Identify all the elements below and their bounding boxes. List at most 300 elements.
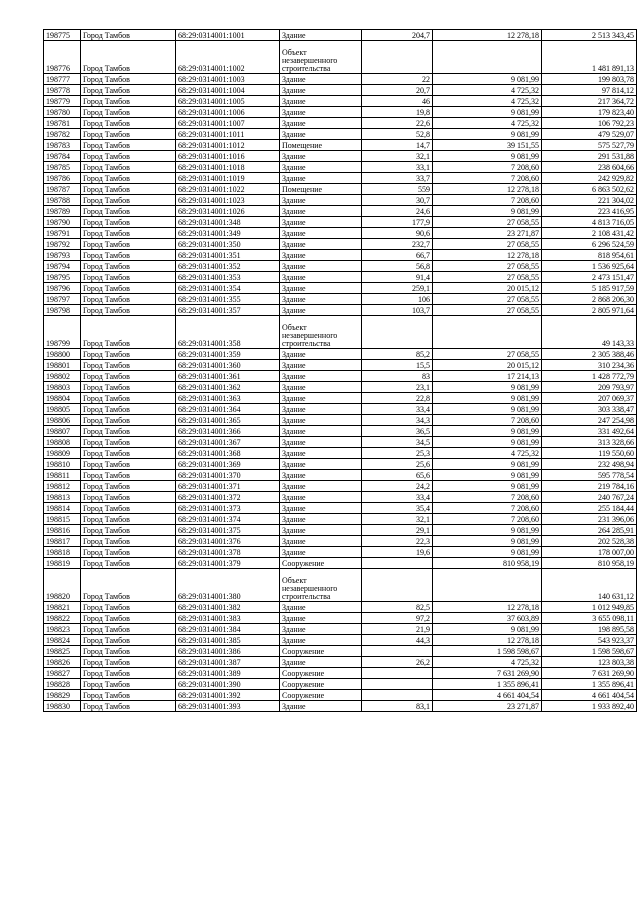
- area-cell: 33,4: [362, 404, 433, 415]
- area-cell: [362, 316, 433, 349]
- area-cell: 24,2: [362, 481, 433, 492]
- city-cell: Город Тамбов: [81, 250, 176, 261]
- cadastral-number-cell: 68:29:0314001:353: [176, 272, 280, 283]
- object-type-cell: Сооружение: [280, 646, 362, 657]
- object-type-cell: Здание: [280, 602, 362, 613]
- value-cell: 207 069,37: [542, 393, 637, 404]
- city-cell: Город Тамбов: [81, 569, 176, 602]
- object-type-cell: Объект незавершенного строительства: [280, 316, 362, 349]
- rate-cell: 27 058,55: [433, 294, 542, 305]
- cadastral-number-cell: 68:29:0314001:367: [176, 437, 280, 448]
- object-type-cell: Здание: [280, 525, 362, 536]
- city-cell: Город Тамбов: [81, 547, 176, 558]
- area-cell: [362, 690, 433, 701]
- cadastral-number-cell: 68:29:0314001:390: [176, 679, 280, 690]
- table-row: [44, 74, 637, 85]
- cadastral-number-cell: 68:29:0314001:355: [176, 294, 280, 305]
- rate-cell: 9 081,99: [433, 470, 542, 481]
- city-cell: Город Тамбов: [81, 525, 176, 536]
- table-row: [44, 85, 637, 96]
- rate-cell: 9 081,99: [433, 481, 542, 492]
- cadastral-number-cell: 68:29:0314001:1002: [176, 41, 280, 74]
- cadastral-number-cell: 68:29:0314001:359: [176, 349, 280, 360]
- cadastral-number-cell: 68:29:0314001:352: [176, 261, 280, 272]
- table-row: [44, 206, 637, 217]
- table-row: [44, 503, 637, 514]
- rate-cell: 7 208,60: [433, 415, 542, 426]
- cadastral-number-cell: 68:29:0314001:371: [176, 481, 280, 492]
- cadastral-number-cell: 68:29:0314001:370: [176, 470, 280, 481]
- row-id-cell: 198797: [44, 294, 81, 305]
- table-row: [44, 679, 637, 690]
- cadastral-number-cell: 68:29:0314001:1018: [176, 162, 280, 173]
- table-row: [44, 525, 637, 536]
- row-id-cell: 198779: [44, 96, 81, 107]
- rate-cell: 9 081,99: [433, 525, 542, 536]
- cadastral-number-cell: 68:29:0314001:1001: [176, 30, 280, 41]
- table-row: [44, 536, 637, 547]
- rate-cell: 20 015,12: [433, 360, 542, 371]
- object-type-cell: Здание: [280, 250, 362, 261]
- row-id-cell: 198778: [44, 85, 81, 96]
- cadastral-number-cell: 68:29:0314001:382: [176, 602, 280, 613]
- value-cell: 2 108 431,42: [542, 228, 637, 239]
- cadastral-number-cell: 68:29:0314001:393: [176, 701, 280, 712]
- table-row: [44, 173, 637, 184]
- cadastral-number-cell: 68:29:0314001:366: [176, 426, 280, 437]
- city-cell: Город Тамбов: [81, 316, 176, 349]
- value-cell: 1 536 925,64: [542, 261, 637, 272]
- rate-cell: 37 603,89: [433, 613, 542, 624]
- object-type-cell: Здание: [280, 195, 362, 206]
- value-cell: 575 527,79: [542, 140, 637, 151]
- row-id-cell: 198820: [44, 569, 81, 602]
- object-type-cell: Здание: [280, 173, 362, 184]
- table-row: [44, 294, 637, 305]
- area-cell: 25,6: [362, 459, 433, 470]
- rate-cell: 17 214,13: [433, 371, 542, 382]
- rate-cell: 4 725,32: [433, 96, 542, 107]
- row-id-cell: 198777: [44, 74, 81, 85]
- cadastral-number-cell: 68:29:0314001:1007: [176, 118, 280, 129]
- object-type-cell: Здание: [280, 206, 362, 217]
- table-row: [44, 404, 637, 415]
- value-cell: 6 863 502,62: [542, 184, 637, 195]
- city-cell: Город Тамбов: [81, 305, 176, 316]
- rate-cell: 12 278,18: [433, 184, 542, 195]
- cadastral-number-cell: 68:29:0314001:348: [176, 217, 280, 228]
- rate-cell: 810 958,19: [433, 558, 542, 569]
- object-type-cell: Здание: [280, 481, 362, 492]
- object-type-cell: Здание: [280, 448, 362, 459]
- object-type-cell: Здание: [280, 85, 362, 96]
- cadastral-number-cell: 68:29:0314001:378: [176, 547, 280, 558]
- rate-cell: 7 208,60: [433, 195, 542, 206]
- object-type-cell: Здание: [280, 371, 362, 382]
- rate-cell: 12 278,18: [433, 30, 542, 41]
- row-id-cell: 198825: [44, 646, 81, 657]
- value-cell: 140 631,12: [542, 569, 637, 602]
- object-type-cell: Здание: [280, 547, 362, 558]
- rate-cell: 1 355 896,41: [433, 679, 542, 690]
- row-id-cell: 198798: [44, 305, 81, 316]
- area-cell: 22: [362, 74, 433, 85]
- row-id-cell: 198821: [44, 602, 81, 613]
- city-cell: Город Тамбов: [81, 294, 176, 305]
- area-cell: 33,4: [362, 492, 433, 503]
- value-cell: 242 929,82: [542, 173, 637, 184]
- area-cell: 29,1: [362, 525, 433, 536]
- rate-cell: 9 081,99: [433, 206, 542, 217]
- city-cell: Город Тамбов: [81, 492, 176, 503]
- row-id-cell: 198819: [44, 558, 81, 569]
- city-cell: Город Тамбов: [81, 437, 176, 448]
- area-cell: [362, 668, 433, 679]
- value-cell: 595 778,54: [542, 470, 637, 481]
- city-cell: Город Тамбов: [81, 679, 176, 690]
- row-id-cell: 198775: [44, 30, 81, 41]
- object-type-cell: Здание: [280, 536, 362, 547]
- value-cell: 4 661 404,54: [542, 690, 637, 701]
- area-cell: 103,7: [362, 305, 433, 316]
- area-cell: 32,1: [362, 514, 433, 525]
- object-type-cell: Здание: [280, 228, 362, 239]
- rate-cell: 7 208,60: [433, 492, 542, 503]
- value-cell: 3 655 098,11: [542, 613, 637, 624]
- cadastral-number-cell: 68:29:0314001:1011: [176, 129, 280, 140]
- rate-cell: 9 081,99: [433, 547, 542, 558]
- object-type-cell: Здание: [280, 30, 362, 41]
- value-cell: 331 492,64: [542, 426, 637, 437]
- area-cell: 52,8: [362, 129, 433, 140]
- city-cell: Город Тамбов: [81, 668, 176, 679]
- area-cell: 36,5: [362, 426, 433, 437]
- rate-cell: 7 208,60: [433, 173, 542, 184]
- row-id-cell: 198810: [44, 459, 81, 470]
- table-row: [44, 492, 637, 503]
- value-cell: 264 285,91: [542, 525, 637, 536]
- table-row: [44, 382, 637, 393]
- row-id-cell: 198804: [44, 393, 81, 404]
- value-cell: 217 364,72: [542, 96, 637, 107]
- cadastral-number-cell: 68:29:0314001:354: [176, 283, 280, 294]
- city-cell: Город Тамбов: [81, 404, 176, 415]
- area-cell: 21,9: [362, 624, 433, 635]
- row-id-cell: 198794: [44, 261, 81, 272]
- value-cell: 1 012 949,85: [542, 602, 637, 613]
- row-id-cell: 198811: [44, 470, 81, 481]
- rate-cell: 12 278,18: [433, 250, 542, 261]
- rate-cell: 20 015,12: [433, 283, 542, 294]
- value-cell: 223 416,95: [542, 206, 637, 217]
- city-cell: Город Тамбов: [81, 96, 176, 107]
- row-id-cell: 198827: [44, 668, 81, 679]
- row-id-cell: 198780: [44, 107, 81, 118]
- city-cell: Город Тамбов: [81, 382, 176, 393]
- cadastral-number-cell: 68:29:0314001:375: [176, 525, 280, 536]
- city-cell: Город Тамбов: [81, 360, 176, 371]
- object-type-cell: Здание: [280, 162, 362, 173]
- rate-cell: 12 278,18: [433, 635, 542, 646]
- cadastral-number-cell: 68:29:0314001:368: [176, 448, 280, 459]
- row-id-cell: 198781: [44, 118, 81, 129]
- value-cell: 291 531,88: [542, 151, 637, 162]
- city-cell: Город Тамбов: [81, 173, 176, 184]
- cadastral-number-cell: 68:29:0314001:389: [176, 668, 280, 679]
- city-cell: Город Тамбов: [81, 371, 176, 382]
- table-row: [44, 602, 637, 613]
- area-cell: 44,3: [362, 635, 433, 646]
- object-type-cell: Здание: [280, 701, 362, 712]
- object-type-cell: Здание: [280, 272, 362, 283]
- row-id-cell: 198785: [44, 162, 81, 173]
- object-type-cell: Здание: [280, 459, 362, 470]
- value-cell: 1 481 891,13: [542, 41, 637, 74]
- city-cell: Город Тамбов: [81, 635, 176, 646]
- row-id-cell: 198808: [44, 437, 81, 448]
- rate-cell: 39 151,55: [433, 140, 542, 151]
- table-row: [44, 140, 637, 151]
- cadastral-number-cell: 68:29:0314001:351: [176, 250, 280, 261]
- rate-cell: 9 081,99: [433, 393, 542, 404]
- rate-cell: 4 725,32: [433, 118, 542, 129]
- row-id-cell: 198793: [44, 250, 81, 261]
- object-type-cell: Здание: [280, 239, 362, 250]
- row-id-cell: 198812: [44, 481, 81, 492]
- row-id-cell: 198795: [44, 272, 81, 283]
- cadastral-number-cell: 68:29:0314001:358: [176, 316, 280, 349]
- table-row: [44, 272, 637, 283]
- table-row: [44, 316, 637, 349]
- cadastral-number-cell: 68:29:0314001:1026: [176, 206, 280, 217]
- object-type-cell: Здание: [280, 151, 362, 162]
- rate-cell: 23 271,87: [433, 228, 542, 239]
- row-id-cell: 198826: [44, 657, 81, 668]
- table-row: [44, 305, 637, 316]
- area-cell: 559: [362, 184, 433, 195]
- row-id-cell: 198814: [44, 503, 81, 514]
- value-cell: 219 784,16: [542, 481, 637, 492]
- value-cell: 1 355 896,41: [542, 679, 637, 690]
- city-cell: Город Тамбов: [81, 503, 176, 514]
- area-cell: 204,7: [362, 30, 433, 41]
- row-id-cell: 198818: [44, 547, 81, 558]
- table-row: [44, 426, 637, 437]
- table-row: [44, 415, 637, 426]
- rate-cell: 27 058,55: [433, 217, 542, 228]
- rate-cell: [433, 569, 542, 602]
- city-cell: Город Тамбов: [81, 272, 176, 283]
- cadastral-number-cell: 68:29:0314001:357: [176, 305, 280, 316]
- rate-cell: 9 081,99: [433, 426, 542, 437]
- table-row: [44, 657, 637, 668]
- row-id-cell: 198787: [44, 184, 81, 195]
- object-type-cell: Здание: [280, 118, 362, 129]
- object-type-cell: Здание: [280, 514, 362, 525]
- object-type-cell: Здание: [280, 635, 362, 646]
- city-cell: Город Тамбов: [81, 690, 176, 701]
- table-row: [44, 646, 637, 657]
- object-type-cell: Здание: [280, 503, 362, 514]
- table-row: [44, 129, 637, 140]
- area-cell: 35,4: [362, 503, 433, 514]
- value-cell: 97 814,12: [542, 85, 637, 96]
- row-id-cell: 198824: [44, 635, 81, 646]
- city-cell: Город Тамбов: [81, 118, 176, 129]
- area-cell: 22,8: [362, 393, 433, 404]
- area-cell: 22,3: [362, 536, 433, 547]
- row-id-cell: 198828: [44, 679, 81, 690]
- table-row: [44, 437, 637, 448]
- area-cell: [362, 679, 433, 690]
- area-cell: 83: [362, 371, 433, 382]
- row-id-cell: 198799: [44, 316, 81, 349]
- row-id-cell: 198806: [44, 415, 81, 426]
- cadastral-number-cell: 68:29:0314001:376: [176, 536, 280, 547]
- table-row: [44, 690, 637, 701]
- value-cell: 1 598 598,67: [542, 646, 637, 657]
- area-cell: 19,6: [362, 547, 433, 558]
- object-type-cell: Объект незавершенного строительства: [280, 569, 362, 602]
- row-id-cell: 198805: [44, 404, 81, 415]
- rate-cell: 7 208,60: [433, 514, 542, 525]
- area-cell: 90,6: [362, 228, 433, 239]
- rate-cell: 4 725,32: [433, 448, 542, 459]
- cadastral-number-cell: 68:29:0314001:361: [176, 371, 280, 382]
- row-id-cell: 198776: [44, 41, 81, 74]
- value-cell: 221 304,02: [542, 195, 637, 206]
- cadastral-number-cell: 68:29:0314001:350: [176, 239, 280, 250]
- rate-cell: 7 631 269,90: [433, 668, 542, 679]
- city-cell: Город Тамбов: [81, 107, 176, 118]
- cadastral-number-cell: 68:29:0314001:1019: [176, 173, 280, 184]
- rate-cell: [433, 316, 542, 349]
- value-cell: 209 793,97: [542, 382, 637, 393]
- cadastral-number-cell: 68:29:0314001:1022: [176, 184, 280, 195]
- rate-cell: 27 058,55: [433, 272, 542, 283]
- city-cell: Город Тамбов: [81, 415, 176, 426]
- city-cell: Город Тамбов: [81, 514, 176, 525]
- object-type-cell: Здание: [280, 613, 362, 624]
- object-type-cell: Сооружение: [280, 679, 362, 690]
- city-cell: Город Тамбов: [81, 261, 176, 272]
- city-cell: Город Тамбов: [81, 162, 176, 173]
- value-cell: 2 805 971,64: [542, 305, 637, 316]
- table-row: [44, 481, 637, 492]
- table-row: [44, 118, 637, 129]
- city-cell: Город Тамбов: [81, 239, 176, 250]
- table-row: [44, 261, 637, 272]
- value-cell: 178 007,00: [542, 547, 637, 558]
- rate-cell: 27 058,55: [433, 305, 542, 316]
- area-cell: 85,2: [362, 349, 433, 360]
- object-type-cell: Здание: [280, 129, 362, 140]
- table-row: [44, 283, 637, 294]
- row-id-cell: 198788: [44, 195, 81, 206]
- area-cell: [362, 558, 433, 569]
- row-id-cell: 198782: [44, 129, 81, 140]
- city-cell: Город Тамбов: [81, 536, 176, 547]
- rate-cell: 4 661 404,54: [433, 690, 542, 701]
- cadastral-number-cell: 68:29:0314001:379: [176, 558, 280, 569]
- area-cell: 25,3: [362, 448, 433, 459]
- area-cell: 22,6: [362, 118, 433, 129]
- row-id-cell: 198817: [44, 536, 81, 547]
- row-id-cell: 198829: [44, 690, 81, 701]
- city-cell: Город Тамбов: [81, 602, 176, 613]
- cadastral-number-cell: 68:29:0314001:1023: [176, 195, 280, 206]
- table-row: [44, 360, 637, 371]
- area-cell: 46: [362, 96, 433, 107]
- row-id-cell: 198800: [44, 349, 81, 360]
- object-type-cell: Здание: [280, 404, 362, 415]
- area-cell: 32,1: [362, 151, 433, 162]
- object-type-cell: Здание: [280, 305, 362, 316]
- rate-cell: 9 081,99: [433, 437, 542, 448]
- area-cell: 30,7: [362, 195, 433, 206]
- cadastral-number-cell: 68:29:0314001:372: [176, 492, 280, 503]
- cadastral-number-cell: 68:29:0314001:365: [176, 415, 280, 426]
- table-row: [44, 184, 637, 195]
- area-cell: 20,7: [362, 85, 433, 96]
- object-type-cell: Здание: [280, 107, 362, 118]
- table-row: [44, 448, 637, 459]
- row-id-cell: 198783: [44, 140, 81, 151]
- rate-cell: [433, 41, 542, 74]
- value-cell: 2 473 151,47: [542, 272, 637, 283]
- area-cell: 34,3: [362, 415, 433, 426]
- cadastral-number-cell: 68:29:0314001:369: [176, 459, 280, 470]
- table-row: [44, 162, 637, 173]
- cadastral-number-cell: 68:29:0314001:364: [176, 404, 280, 415]
- value-cell: 247 254,98: [542, 415, 637, 426]
- cadastral-number-cell: 68:29:0314001:1004: [176, 85, 280, 96]
- object-type-cell: Помещение: [280, 184, 362, 195]
- rate-cell: 27 058,55: [433, 349, 542, 360]
- rate-cell: 23 271,87: [433, 701, 542, 712]
- value-cell: 198 895,58: [542, 624, 637, 635]
- object-type-cell: Здание: [280, 294, 362, 305]
- value-cell: 543 923,37: [542, 635, 637, 646]
- rate-cell: 12 278,18: [433, 602, 542, 613]
- area-cell: 23,1: [362, 382, 433, 393]
- cadastral-number-cell: 68:29:0314001:385: [176, 635, 280, 646]
- city-cell: Город Тамбов: [81, 613, 176, 624]
- table-row: [44, 514, 637, 525]
- table-row: [44, 217, 637, 228]
- value-cell: 49 143,33: [542, 316, 637, 349]
- city-cell: Город Тамбов: [81, 624, 176, 635]
- area-cell: 26,2: [362, 657, 433, 668]
- object-type-cell: Здание: [280, 415, 362, 426]
- rate-cell: 9 081,99: [433, 107, 542, 118]
- cadastral-number-cell: 68:29:0314001:349: [176, 228, 280, 239]
- area-cell: [362, 569, 433, 602]
- area-cell: 66,7: [362, 250, 433, 261]
- city-cell: Город Тамбов: [81, 393, 176, 404]
- value-cell: 818 954,61: [542, 250, 637, 261]
- table-row: [44, 470, 637, 481]
- city-cell: Город Тамбов: [81, 448, 176, 459]
- area-cell: 24,6: [362, 206, 433, 217]
- value-cell: 255 184,44: [542, 503, 637, 514]
- object-type-cell: Здание: [280, 426, 362, 437]
- cadastral-table: [43, 29, 637, 712]
- object-type-cell: Здание: [280, 349, 362, 360]
- value-cell: 310 234,36: [542, 360, 637, 371]
- rate-cell: 9 081,99: [433, 382, 542, 393]
- area-cell: 14,7: [362, 140, 433, 151]
